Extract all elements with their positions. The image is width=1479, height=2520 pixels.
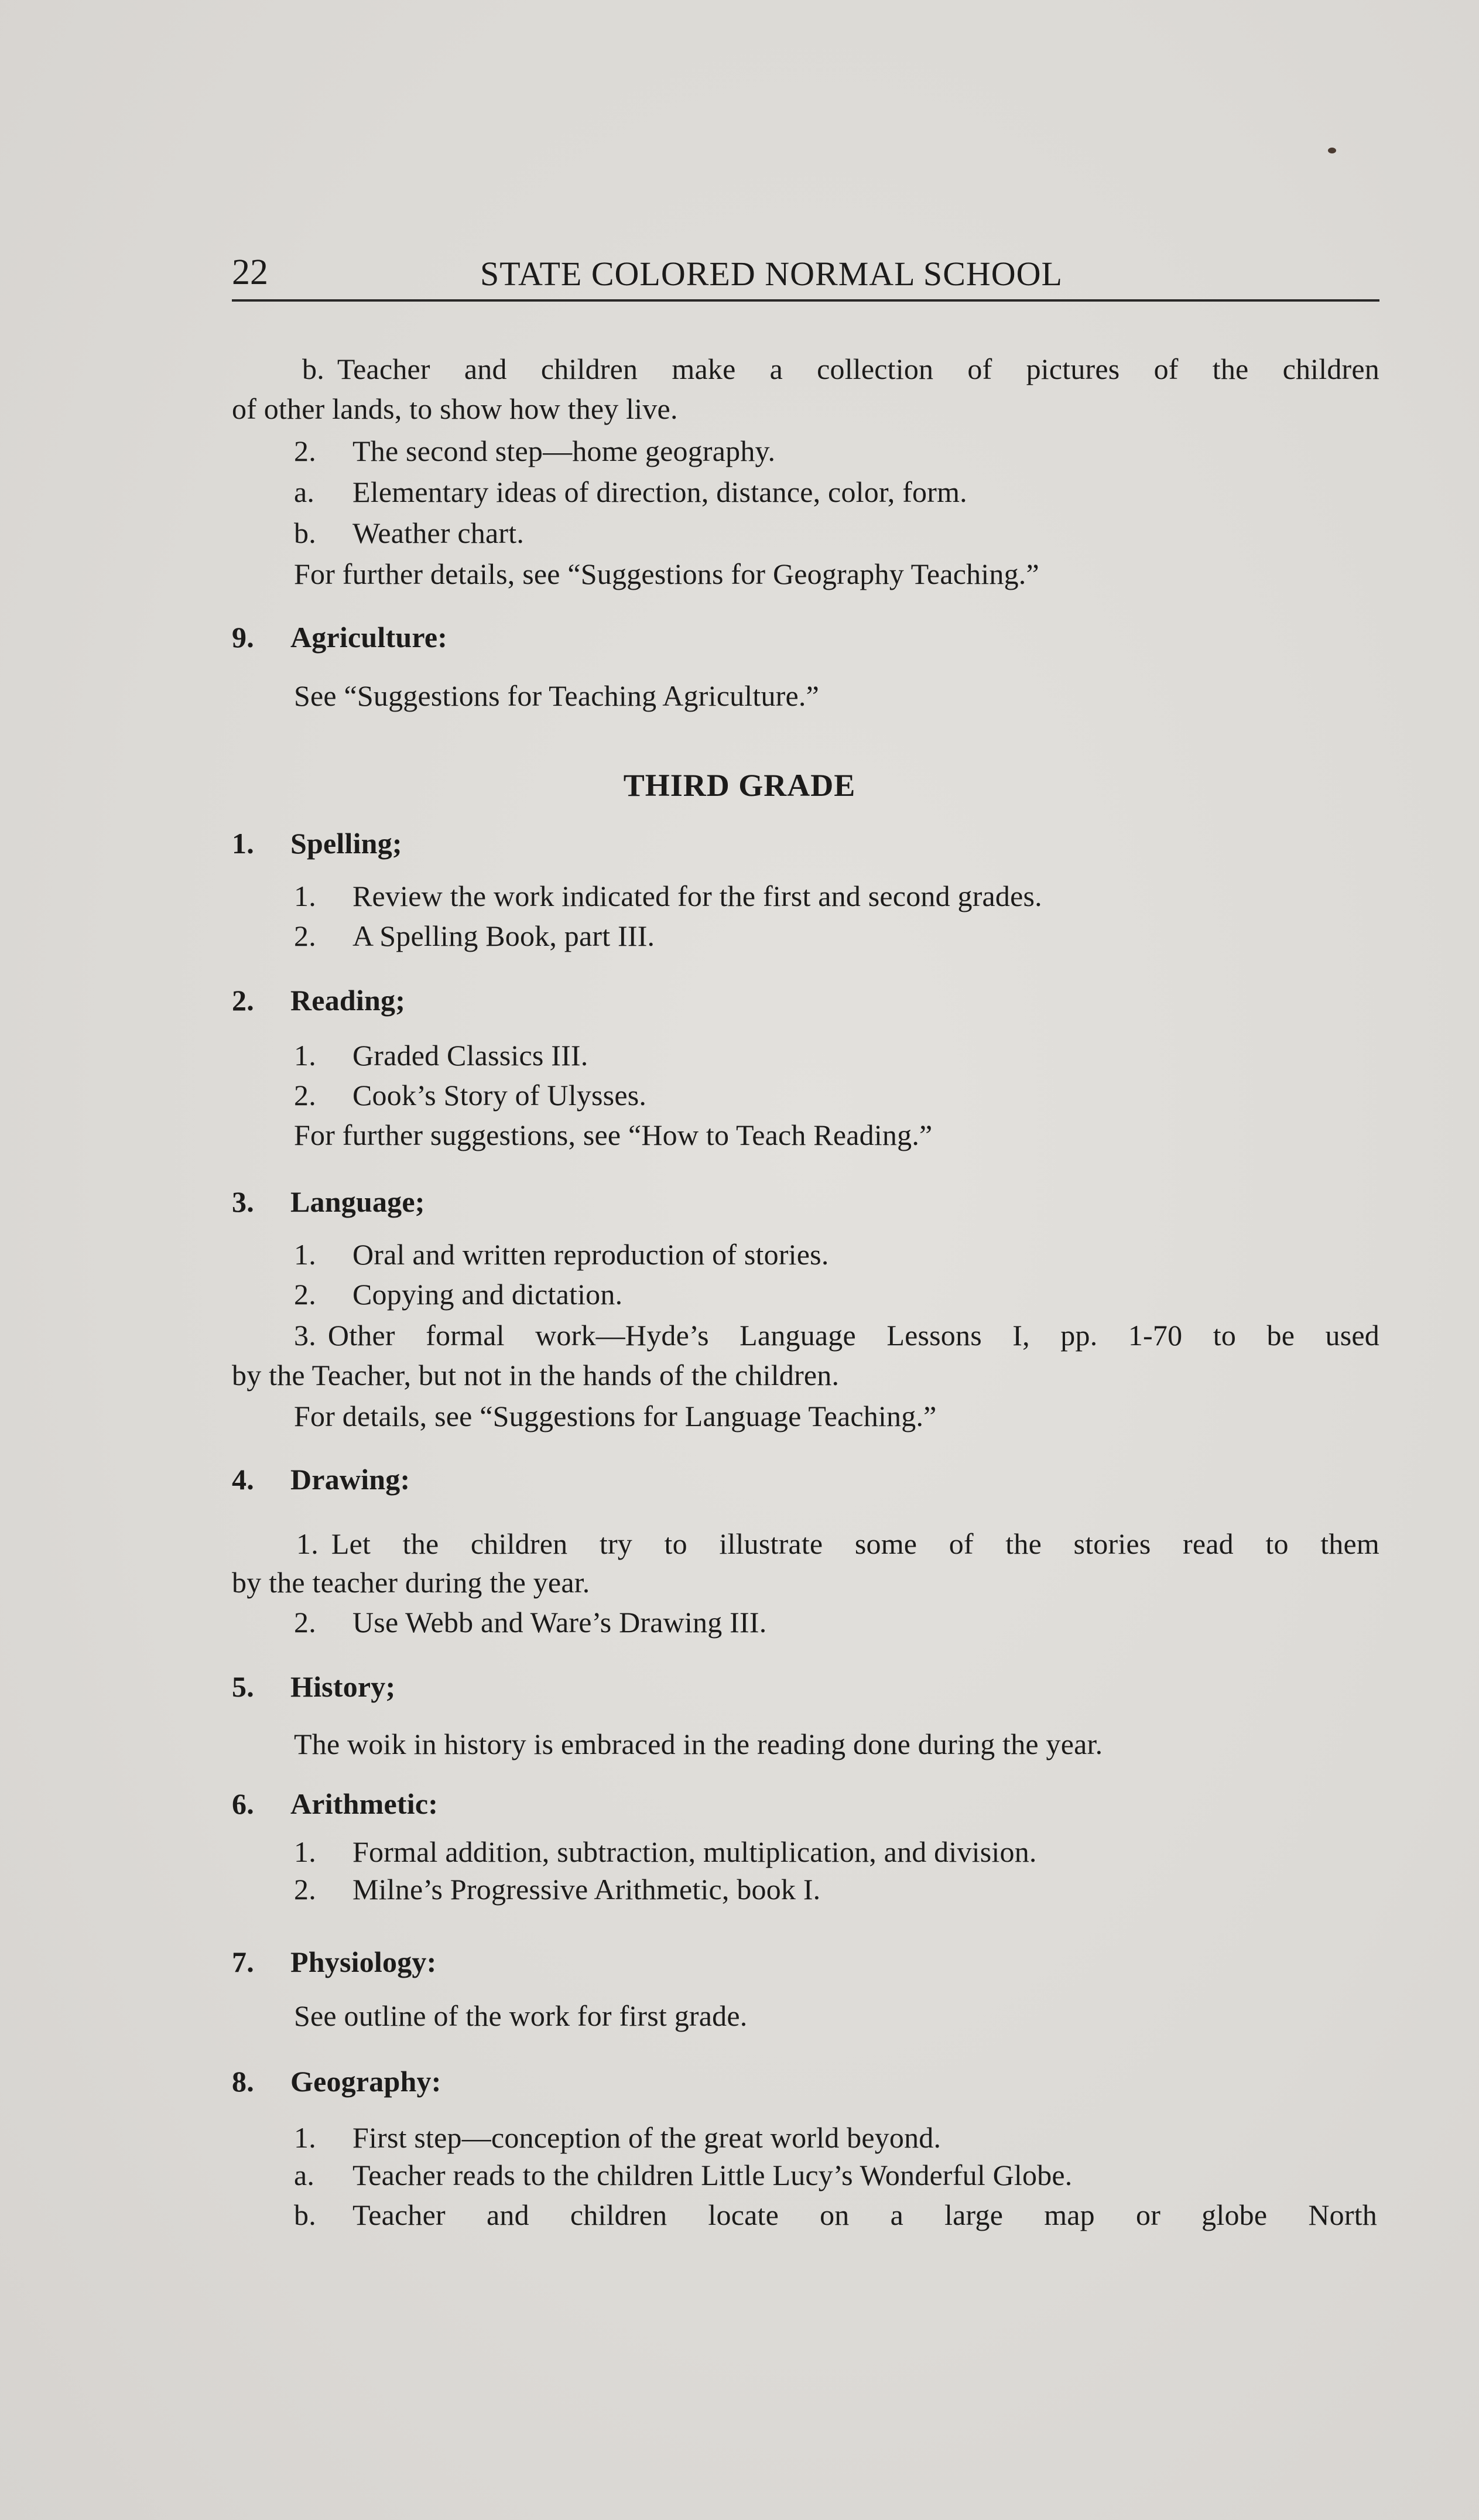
list-item — [294, 1872, 820, 1907]
item-text: Oral and written reproduction of stories. — [352, 1238, 829, 1271]
item-text: Use Webb and Ware’s Drawing III. — [352, 1606, 767, 1639]
list-item — [294, 2157, 1073, 2193]
history-text: The woik in history is embraced in the reading done during the year. — [294, 1728, 1103, 1760]
section-title: History; — [290, 1670, 396, 1703]
item-text: Teacher and children locate on a large map or globe North — [352, 2198, 1377, 2231]
item-label: 1. — [294, 2121, 316, 2154]
reading-note: For further suggestions, see “How to Teach Reading.” — [294, 1119, 933, 1151]
item-label: 2. — [294, 435, 316, 467]
section-number: 5. — [232, 1670, 254, 1703]
item-text: Weather chart. — [352, 517, 525, 549]
page-number: 22 — [232, 252, 268, 292]
section-number: 8. — [232, 2065, 254, 2098]
item-text: Formal addition, subtraction, multiplication, and division. — [352, 1835, 1037, 1868]
list-item — [294, 1038, 588, 1073]
item-label: 2. — [294, 919, 316, 952]
item-label: 2. — [294, 1873, 316, 1906]
item-text: The second step—home geography. — [352, 435, 776, 467]
item-text: Teacher reads to the children Little Lucy’s Wonderful Globe. — [352, 2159, 1073, 2191]
section-history-heading — [232, 1669, 395, 1704]
list-item — [294, 878, 1042, 914]
section-title: Language; — [290, 1185, 425, 1218]
item-text: A Spelling Book, part III. — [352, 919, 655, 952]
item-text: Milne’s Progressive Arithmetic, book I. — [352, 1873, 821, 1906]
section-spelling-heading — [232, 826, 402, 861]
section-title: Geography: — [290, 2065, 441, 2098]
list-item — [294, 1078, 646, 1113]
item-label: 1. — [294, 1039, 316, 1072]
paper-speck — [1328, 148, 1336, 153]
section-drawing-heading — [232, 1462, 410, 1497]
item-label: 2. — [294, 1079, 316, 1112]
item-label: b. — [302, 353, 324, 385]
list-item — [232, 1526, 1379, 1561]
item-text: Let the children try to illustrate some of the stories read to them — [331, 1527, 1379, 1560]
item-text: Other formal work—Hyde’s Language Lessons I, pp. 1-70 to be used — [327, 1319, 1379, 1352]
item-label: 2. — [294, 1278, 316, 1311]
section-title: Agriculture: — [290, 621, 448, 654]
continuation-item-a — [294, 474, 967, 510]
item-text: Cook’s Story of Ulysses. — [352, 1079, 647, 1112]
item-text: Review the work indicated for the first and second grades. — [352, 880, 1042, 912]
list-item-cont: by the Teacher, but not in the hands of the children. — [232, 1359, 840, 1391]
item-label: 2. — [294, 1606, 316, 1639]
section-physiology-heading — [232, 1944, 436, 1979]
item-label: 1. — [296, 1527, 319, 1560]
section-title: Drawing: — [290, 1463, 410, 1496]
list-item — [294, 2197, 1377, 2232]
section-number: 3. — [232, 1185, 254, 1218]
physiology-text: See outline of the work for first grade. — [294, 1999, 748, 2032]
item-label: b. — [294, 2198, 316, 2231]
agriculture-text: See “Suggestions for Teaching Agriculture.” — [294, 679, 820, 712]
language-note: For details, see “Suggestions for Language Teaching.” — [294, 1400, 937, 1432]
list-item-cont: by the teacher during the year. — [232, 1566, 590, 1599]
list-item — [294, 1277, 622, 1312]
section-number: 1. — [232, 827, 254, 860]
grade-heading: THIRD GRADE — [623, 768, 856, 803]
continuation-step-2 — [294, 433, 775, 469]
list-item — [294, 1834, 1037, 1869]
item-label: a. — [294, 2159, 315, 2191]
continuation-item-b-cont: of other lands, to show how they live. — [232, 392, 678, 425]
list-item — [232, 1318, 1379, 1353]
section-number: 7. — [232, 1945, 254, 1978]
list-item — [294, 2120, 941, 2155]
item-text: Teacher and children make a collection of pictures of the children — [337, 353, 1379, 385]
section-arithmetic-heading — [232, 1786, 438, 1821]
section-geography-heading — [232, 2064, 441, 2099]
section-title: Reading; — [290, 984, 406, 1017]
section-number: 6. — [232, 1787, 254, 1820]
item-text: Elementary ideas of direction, distance, color, form. — [352, 476, 967, 508]
section-title: Physiology: — [290, 1945, 437, 1978]
section-title: Spelling; — [290, 827, 402, 860]
item-label: 1. — [294, 1835, 316, 1868]
list-item — [294, 1237, 829, 1272]
running-title: STATE COLORED NORMAL SCHOOL — [480, 255, 1063, 293]
section-title: Arithmetic: — [290, 1787, 439, 1820]
header-rule — [232, 299, 1379, 302]
section-agriculture-heading — [232, 620, 447, 655]
item-label: b. — [294, 517, 316, 549]
continuation-note: For further details, see “Suggestions for Geography Teaching.” — [294, 558, 1039, 590]
section-number: 4. — [232, 1463, 254, 1496]
section-language-heading — [232, 1184, 425, 1219]
section-number: 9. — [232, 621, 254, 654]
continuation-item-b2 — [294, 515, 524, 550]
item-text: First step—conception of the great world beyond. — [352, 2121, 942, 2154]
item-text: Copying and dictation. — [352, 1278, 623, 1311]
section-reading-heading — [232, 983, 405, 1018]
continuation-item-b — [232, 351, 1379, 387]
item-label: a. — [294, 476, 315, 508]
list-item — [294, 918, 655, 953]
list-item — [294, 1605, 766, 1640]
item-label: 1. — [294, 1238, 316, 1271]
item-text: Graded Classics III. — [352, 1039, 588, 1072]
section-number: 2. — [232, 984, 254, 1017]
item-label: 3. — [294, 1319, 316, 1352]
item-label: 1. — [294, 880, 316, 912]
